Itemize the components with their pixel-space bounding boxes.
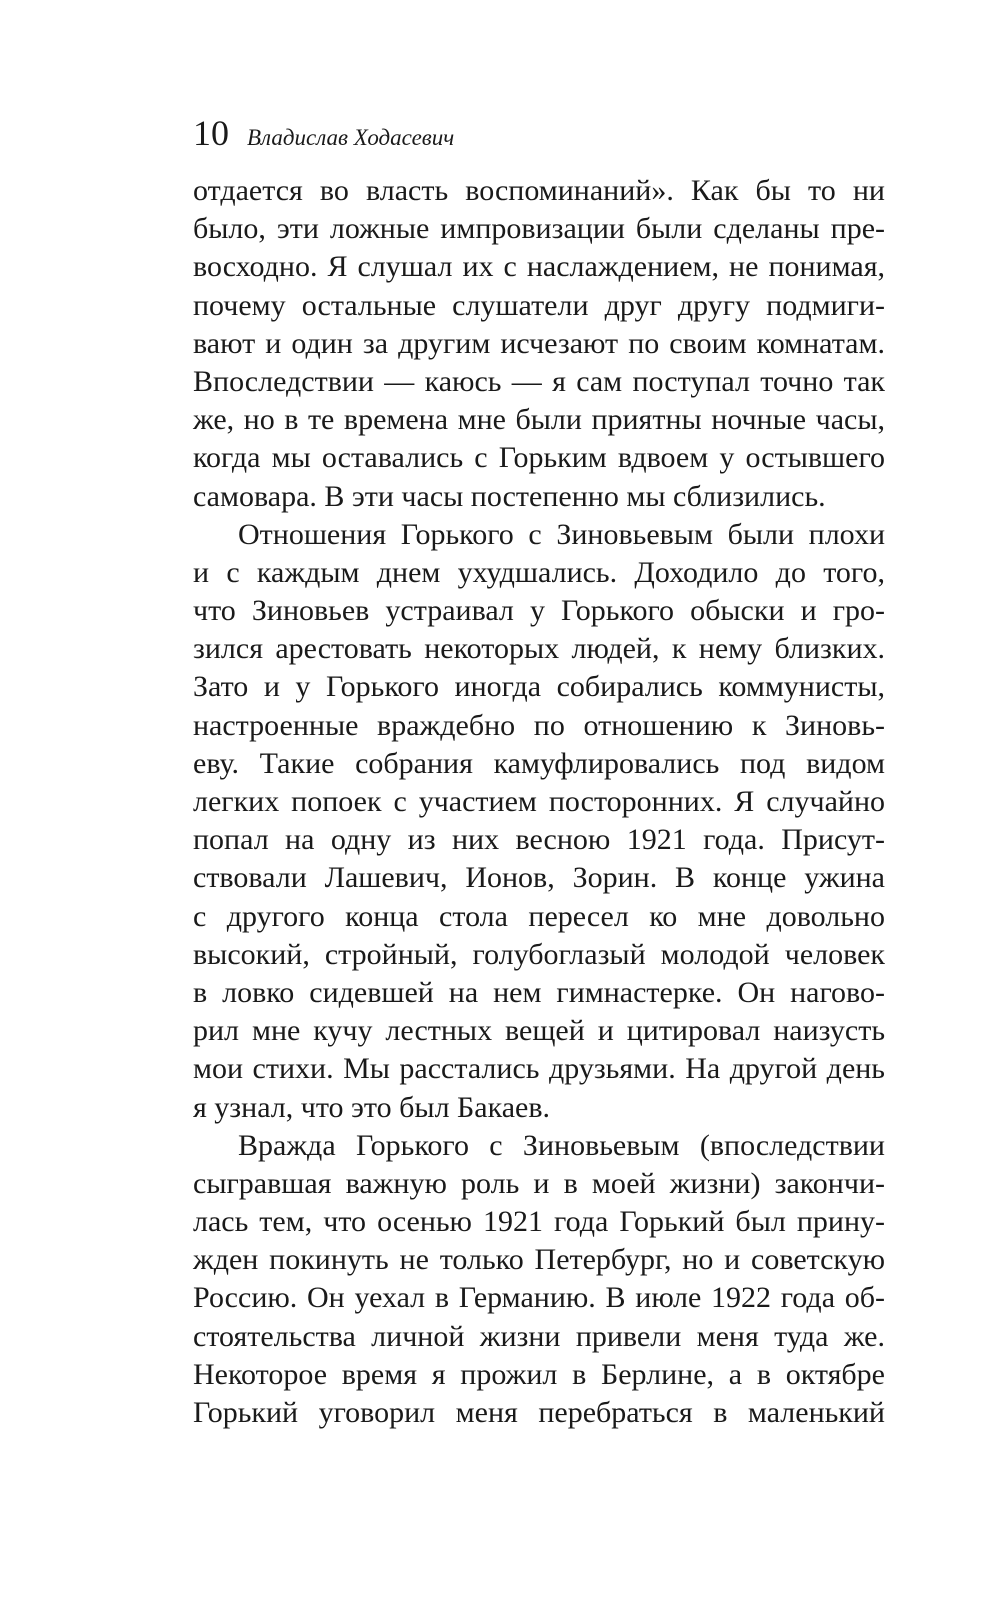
- text-line: же, но в те времена мне были приятны ночные часы,: [193, 403, 885, 437]
- text-line: Вражда Горького с Зиновьевым (впоследствии: [238, 1128, 885, 1162]
- text-line: настроенные враждебно по отношению к Зиновь-: [193, 708, 885, 742]
- text-line: Впоследствии — каюсь — я сам поступал точно так: [193, 364, 885, 398]
- text-line: с другого конца стола пересел ко мне довольно: [193, 899, 885, 933]
- text-line: стоятельства личной жизни привели меня туда же.: [193, 1319, 885, 1353]
- text-line: самовара. В эти часы постепенно мы сблизились.: [193, 479, 826, 513]
- text-line: что Зиновьев устраивал у Горького обыски и гро-: [193, 594, 885, 628]
- text-line: еву. Такие собрания камуфлировались под видом: [193, 746, 885, 780]
- text-line: рил мне кучу лестных вещей и цитировал наизусть: [193, 1014, 885, 1048]
- text-line: попал на одну из них весною 1921 года. Присут-: [193, 823, 885, 857]
- text-line: когда мы оставались с Горьким вдвоем у остывшего: [193, 441, 885, 475]
- running-head: [193, 112, 454, 160]
- text-line: почему остальные слушатели друг другу подмиги-: [193, 288, 885, 322]
- text-line: легких попоек с участием посторонних. Я случайно: [193, 785, 885, 818]
- paragraph: [193, 516, 885, 1127]
- text-line: зился арестовать некоторых людей, к нему близких.: [193, 632, 885, 666]
- text-line: Некоторое время я прожил в Берлине, а в октябре: [193, 1357, 885, 1391]
- text-line: ствовали Лашевич, Ионов, Зорин. В конце ужина: [193, 861, 885, 895]
- text-line: восходно. Я слушал их с наслаждением, не понимая,: [193, 250, 885, 284]
- text-line: Отношения Горького с Зиновьевым были плохи: [238, 517, 885, 551]
- text-line: высокий, стройный, голубоглазый молодой человек: [193, 937, 885, 971]
- text-line: отдается во власть воспоминаний». Как бы то ни: [193, 174, 885, 207]
- text-line: в ловко сидевшей на нем гимнастерке. Он нагово-: [193, 975, 885, 1009]
- text-line: лась тем, что осенью 1921 года Горький был прину-: [193, 1205, 885, 1239]
- text-line: Россию. Он уехал в Германию. В июле 1922 года об-: [193, 1281, 885, 1315]
- running-title: Владислав Ходасевич: [247, 125, 455, 150]
- text-line: было, эти ложные импровизации были сделаны пре-: [193, 212, 885, 246]
- text-line: жден покинуть не только Петербург, но и советскую: [193, 1243, 885, 1277]
- text-line: мои стихи. Мы расстались друзьями. На другой день: [193, 1052, 885, 1086]
- paragraph: [193, 1127, 885, 1433]
- text-line: сыгравшая важную роль и в моей жизни) закончи-: [193, 1166, 885, 1200]
- text-line: Зато и у Горького иногда собирались коммунисты,: [193, 670, 885, 704]
- page-number: 10: [193, 113, 229, 153]
- text-line: Горький уговорил меня перебраться в маленький: [193, 1396, 885, 1429]
- body-text: [193, 172, 885, 1432]
- text-line: и с каждым днем ухудшались. Доходило до того,: [193, 555, 885, 589]
- paragraph: [193, 172, 885, 516]
- text-line: я узнал, что это был Бакаев.: [193, 1090, 550, 1124]
- text-line: вают и один за другим исчезают по своим комнатам.: [193, 326, 885, 360]
